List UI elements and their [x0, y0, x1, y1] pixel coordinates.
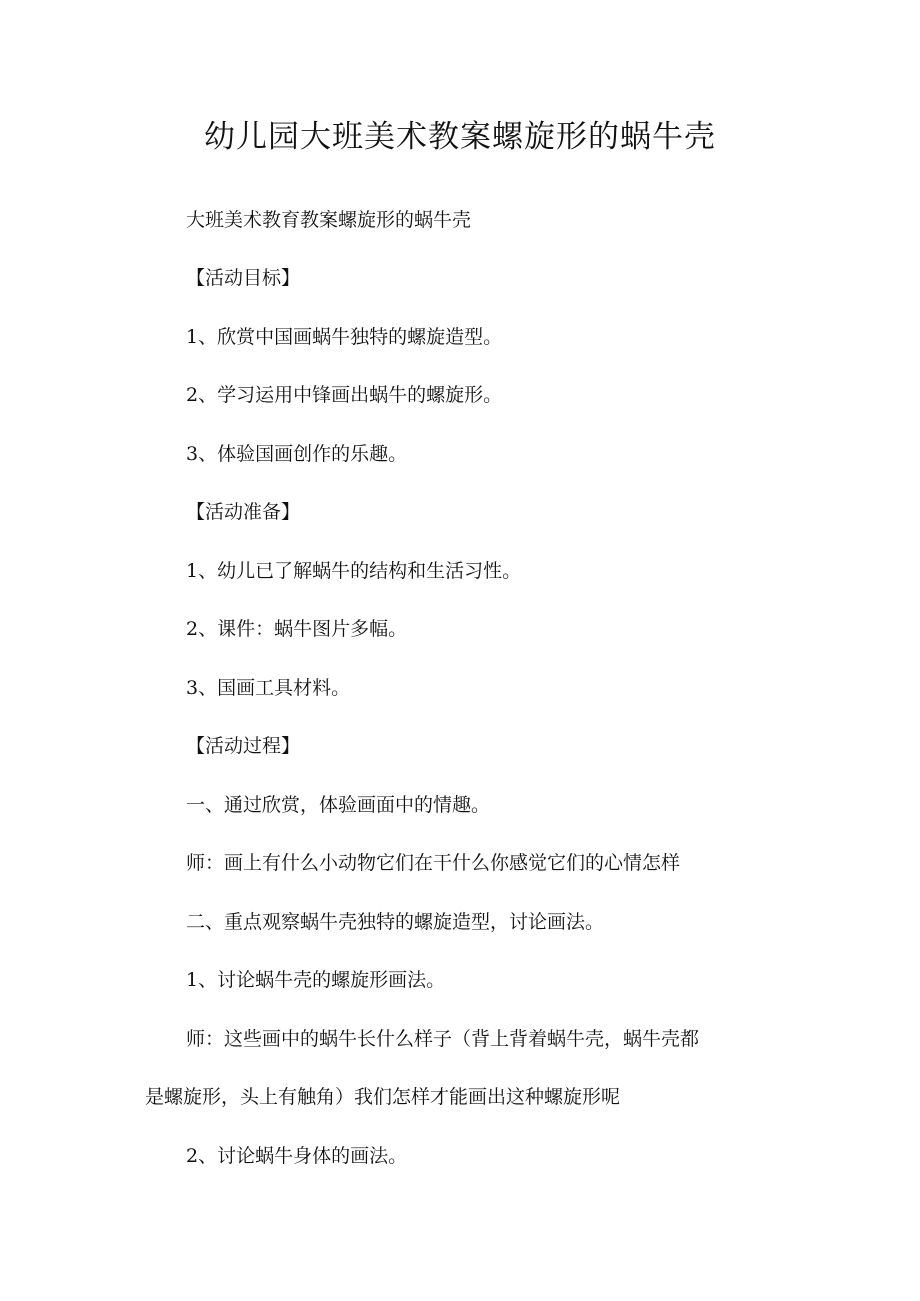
paragraph: 1、幼儿已了解蜗牛的结构和生活习性。 — [186, 560, 522, 582]
document-title: 幼儿园大班美术教案螺旋形的蜗牛壳 — [204, 119, 716, 155]
paragraph: 3、体验国画创作的乐趣。 — [186, 443, 408, 465]
paragraph: 1、讨论蜗牛壳的螺旋形画法。 — [186, 969, 446, 991]
paragraph: 2、课件：蜗牛图片多幅。 — [186, 618, 408, 640]
section-heading-process: 【活动过程】 — [186, 735, 301, 757]
paragraph: 1、欣赏中国画蜗牛独特的螺旋造型。 — [186, 326, 503, 348]
paragraph: 2、学习运用中锋画出蜗牛的螺旋形。 — [186, 384, 503, 406]
paragraph: 2、讨论蜗牛身体的画法。 — [186, 1145, 408, 1167]
subtitle-line: 大班美术教育教案螺旋形的蜗牛壳 — [186, 209, 472, 231]
section-heading-preparation: 【活动准备】 — [186, 501, 301, 523]
paragraph: 一、通过欣赏，体验画面中的情趣。 — [186, 794, 491, 816]
paragraph: 二、重点观察蜗牛壳独特的螺旋造型，讨论画法。 — [186, 911, 605, 933]
paragraph-continuation: 是螺旋形，头上有触角）我们怎样才能画出这种螺旋形呢 — [145, 1086, 621, 1108]
paragraph: 师：这些画中的蜗牛长什么样子（背上背着蜗牛壳，蜗牛壳都 — [186, 1028, 700, 1050]
paragraph: 师：画上有什么小动物它们在干什么你感觉它们的心情怎样 — [186, 852, 681, 874]
section-heading-goals: 【活动目标】 — [186, 267, 301, 289]
paragraph: 3、国画工具材料。 — [186, 677, 351, 699]
